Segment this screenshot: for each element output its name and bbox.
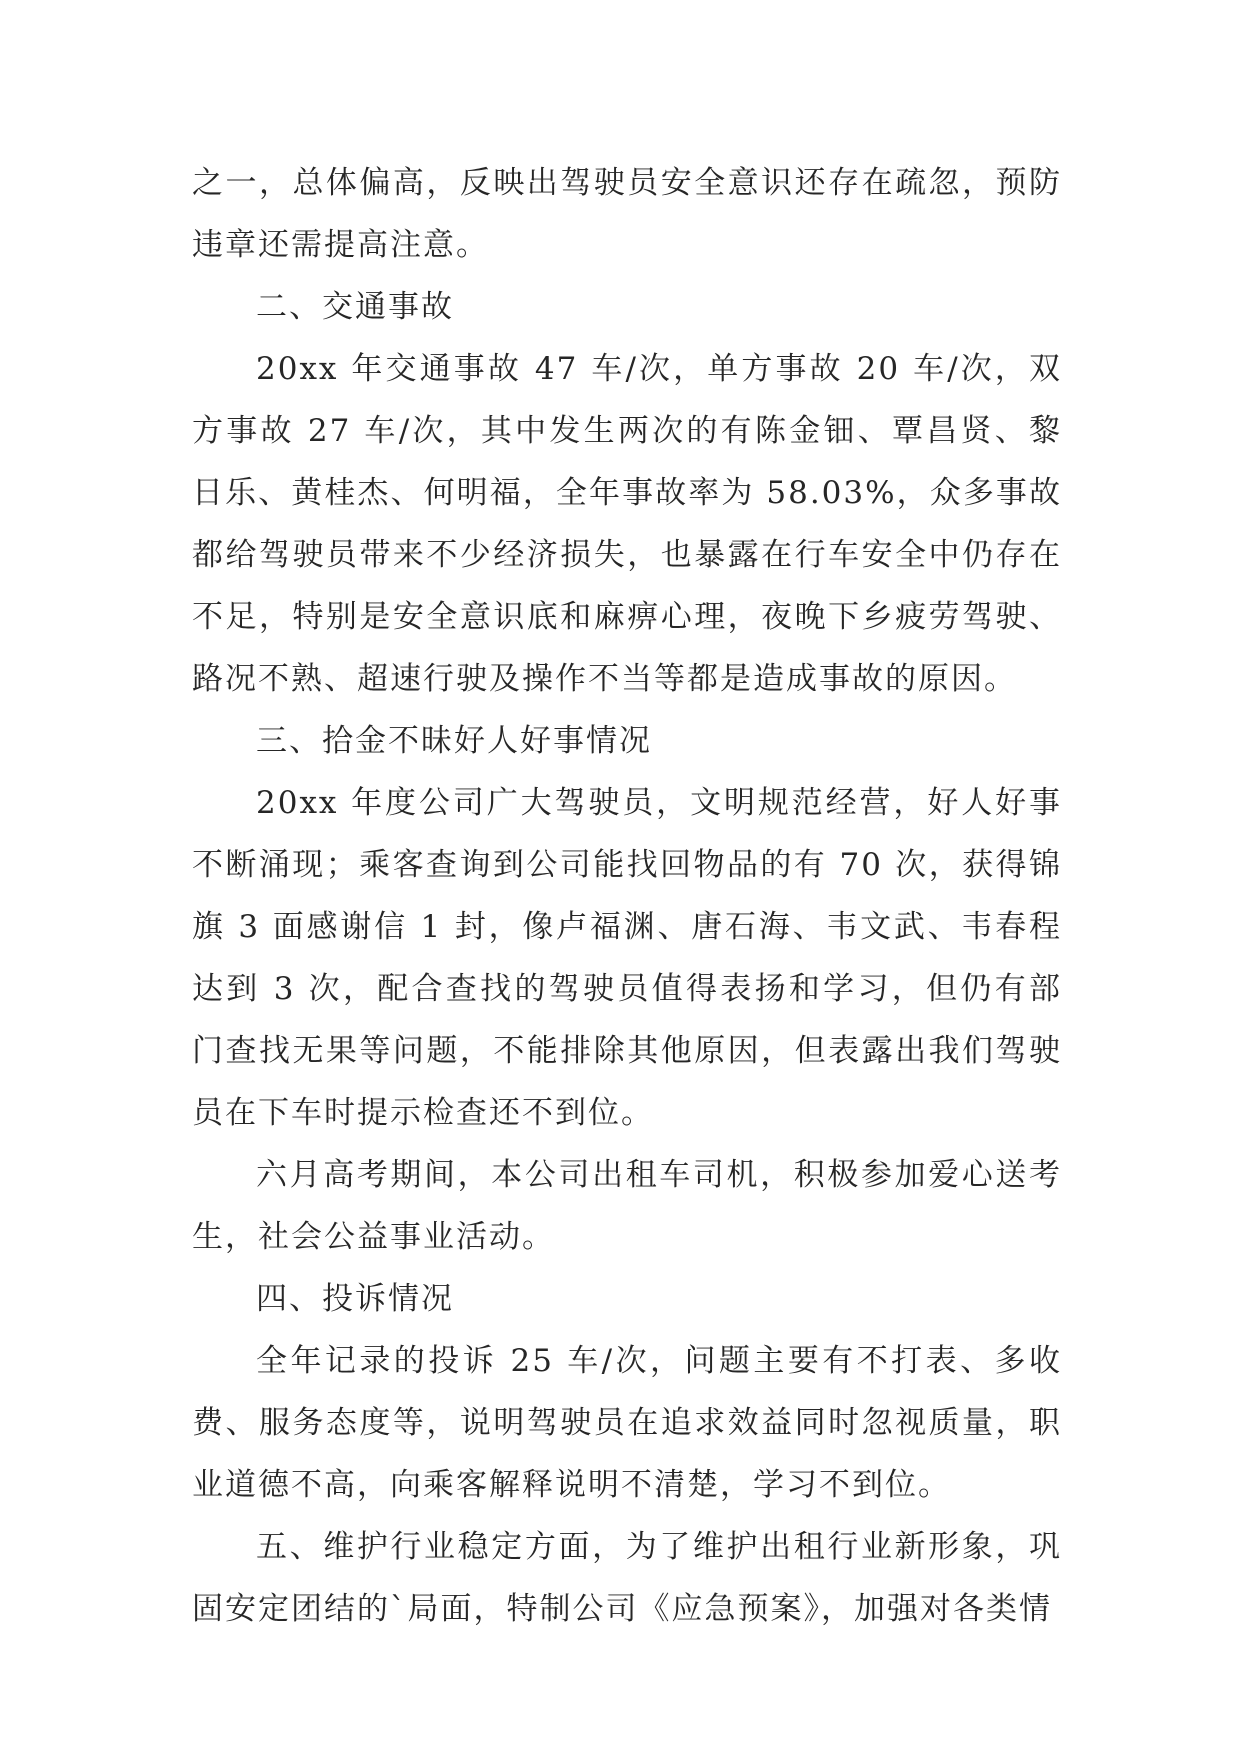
section-heading-complaints: 四、投诉情况 xyxy=(256,1281,454,1317)
section-heading-good-deeds: 三、拾金不昧好人好事情况 xyxy=(256,723,652,759)
paragraph-traffic-accidents: 20xx 年交通事故 47 车/次，单方事故 20 车/次，双方事故 27 车/次，其中发生两次的有陈金钿、覃昌贤、黎日乐、黄桂杰、何明福，全年事故率为 58.03%，众多事故都给驾驶员带来不少经济损失，也暴露在行车安全中仍存在不足，特别是安全意识底和麻痹心理，夜晚下乡疲劳驾驶、路况不熟、超速行驶及操作不当等都是造成事故的原因。 xyxy=(192,351,1062,697)
paragraph-complaints: 全年记录的投诉 25 车/次，问题主要有不打表、多收费、服务态度等，说明驾驶员在追求效益同时忽视质量，职业道德不高，向乘客解释说明不清楚，学习不到位。 xyxy=(192,1343,1062,1503)
section-heading-traffic-accidents: 二、交通事故 xyxy=(256,289,454,325)
paragraph-continuation: 之一，总体偏高，反映出驾驶员安全意识还存在疏忽，预防违章还需提高注意。 xyxy=(192,165,1062,263)
paragraph-industry-stability: 五、维护行业稳定方面，为了维护出租行业新形象，巩固安定团结的`局面，特制公司《应急预案》，加强对各类情 xyxy=(192,1529,1062,1627)
paragraph-exam-support: 六月高考期间，本公司出租车司机，积极参加爱心送考生，社会公益事业活动。 xyxy=(192,1157,1062,1255)
document-body xyxy=(192,152,1062,1640)
paragraph-good-deeds: 20xx 年度公司广大驾驶员，文明规范经营，好人好事不断涌现；乘客查询到公司能找回物品的有 70 次，获得锦旗 3 面感谢信 1 封，像卢福渊、唐石海、韦文武、韦春程达到 3 次，配合查找的驾驶员值得表扬和学习，但仍有部门查找无果等问题，不能排除其他原因，但表露出我们驾驶员在下车时提示检查还不到位。 xyxy=(192,785,1062,1131)
